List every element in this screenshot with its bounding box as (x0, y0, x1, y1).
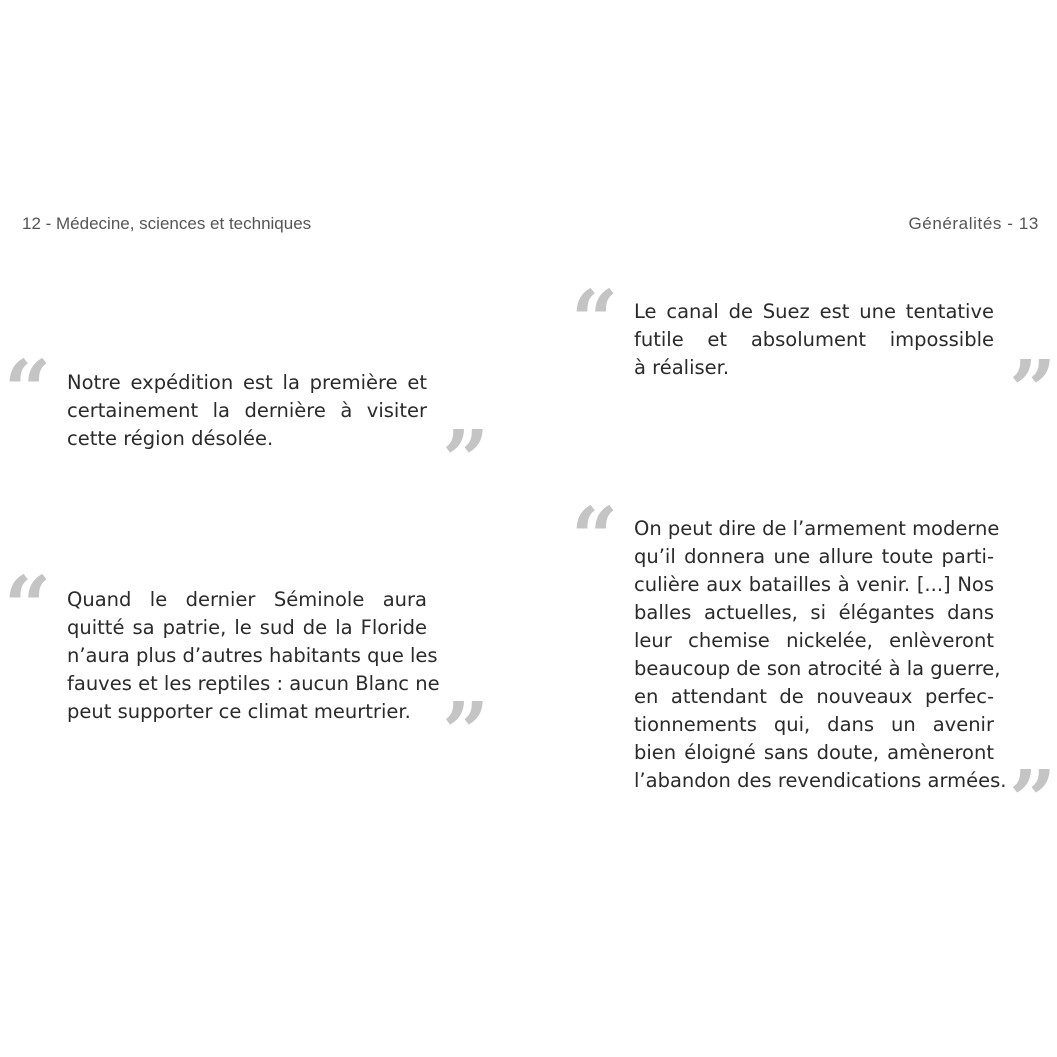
open-quote-mark: “ (571, 273, 619, 369)
quote-line: peut supporter ce climat meurtrier. (67, 700, 411, 723)
quote-text (67, 369, 427, 453)
open-quote-mark: “ (571, 490, 619, 586)
running-head-right: Généralités - 13 (908, 214, 1039, 233)
quote-line: quitté sa patrie, le sud de la Floride (67, 616, 427, 639)
quote-line: en attendant de nouveaux perfec- (634, 685, 994, 708)
quote-line: Notre expédition est la première et (67, 371, 427, 394)
quote-line: n’aura plus d’autres habitants que les (67, 644, 438, 667)
quote-line: tionnements qui, dans un avenir (634, 713, 994, 736)
quote-line: à réaliser. (634, 356, 730, 379)
quote-text (634, 515, 1007, 795)
quote-line: fauves et les reptiles : aucun Blanc ne (67, 672, 440, 695)
quote-line: certainement la dernière à visiter (67, 399, 427, 422)
quote-line: leur chemise nickelée, enlèveront (634, 629, 994, 652)
quote-line: On peut dire de l’armement moderne (634, 517, 1000, 540)
quote-line: qu’il donnera une allure toute parti- (634, 545, 994, 568)
quote-line: beaucoup de son atrocité à la guerre, (634, 657, 1001, 680)
running-head-left: 12 - Médecine, sciences et techniques (22, 214, 312, 233)
quote-line: culière aux batailles à venir. [...] Nos (634, 573, 994, 596)
close-quote-mark: ” (1009, 343, 1057, 439)
quote-line: Quand le dernier Séminole aura (67, 588, 427, 611)
quote-line: bien éloigné sans doute, amèneront (634, 741, 994, 764)
close-quote-mark: ” (1009, 753, 1057, 849)
quote-text (67, 586, 440, 726)
open-quote-mark: “ (4, 343, 52, 439)
quote-line: Le canal de Suez est une tentative (634, 300, 994, 323)
open-quote-mark: “ (4, 559, 52, 655)
close-quote-mark: ” (442, 413, 490, 509)
quote-line: l’abandon des revendications armées. (634, 769, 1007, 792)
quote-line: futile et absolument impossible (634, 328, 994, 351)
quote-line: balles actuelles, si élégantes dans (634, 601, 994, 624)
quote-text (634, 298, 994, 382)
close-quote-mark: ” (442, 685, 490, 781)
quote-line: cette région désolée. (67, 427, 274, 450)
